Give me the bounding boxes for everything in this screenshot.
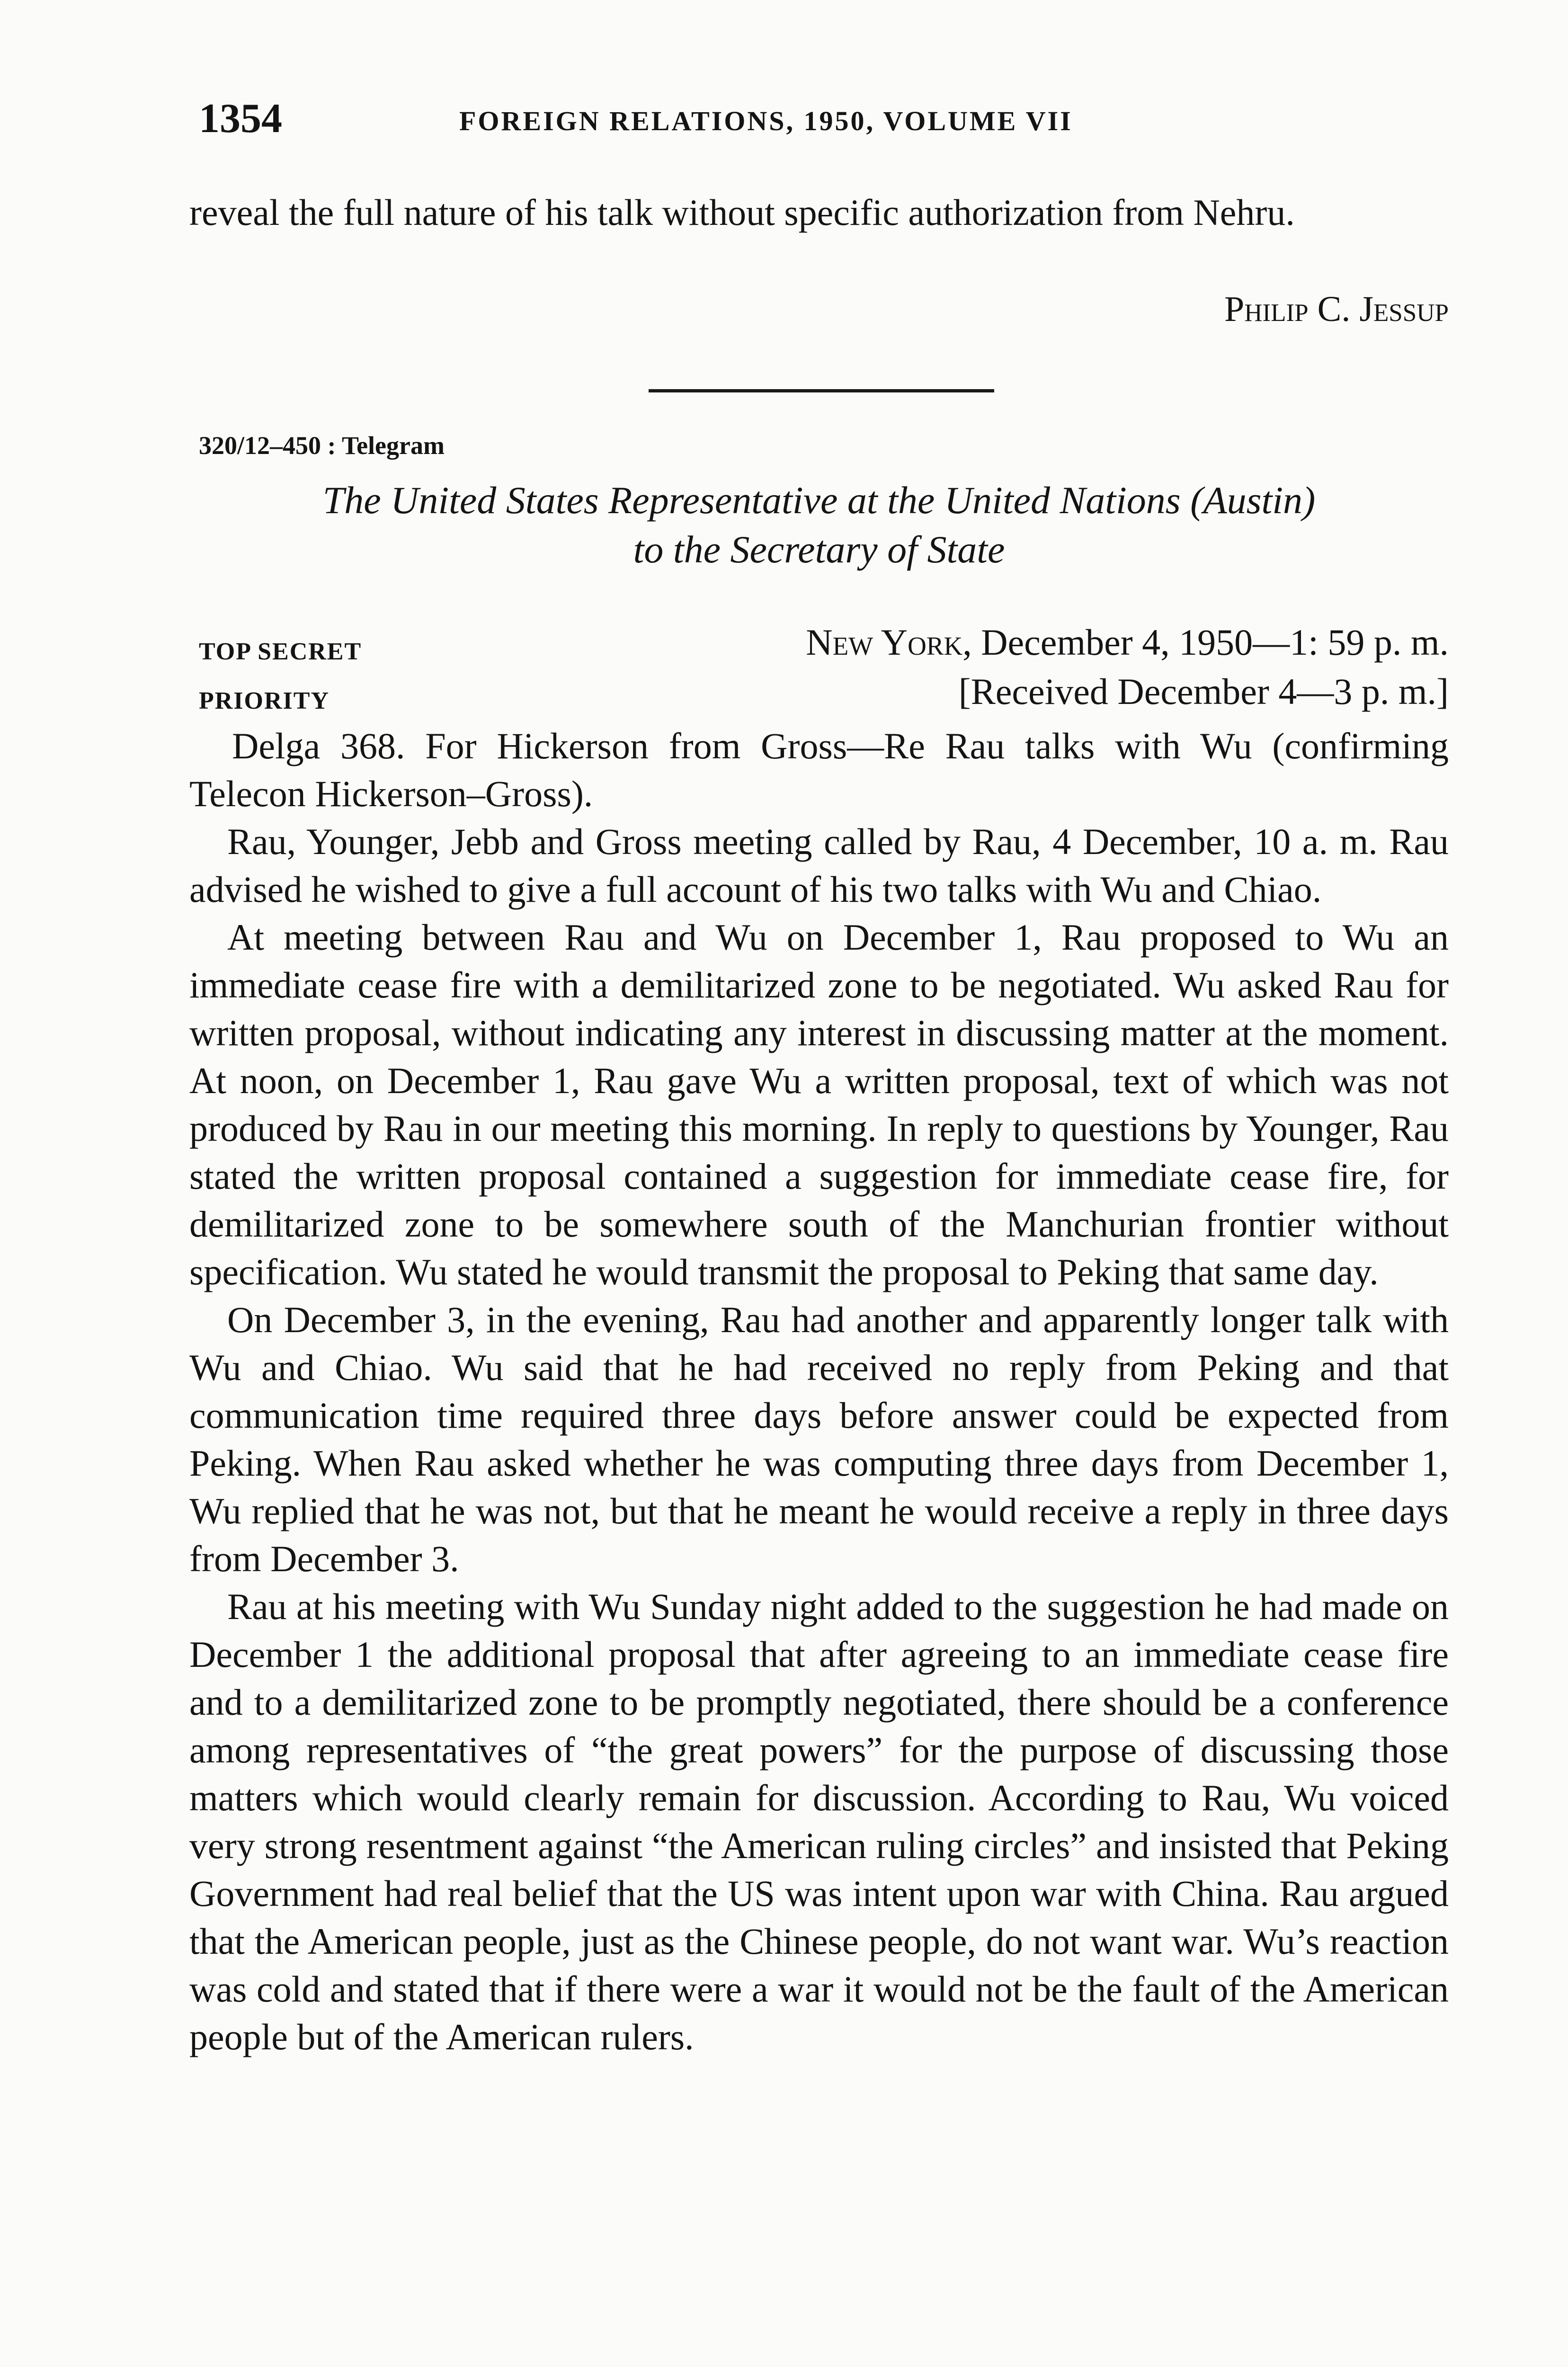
paragraph-5: Rau at his meeting with Wu Sunday night added to the suggestion he had made on December 1 the additional proposal that after agreeing to an immediate cease fire and to a demilitarized zone to be promptly negotiated, there should be a conference among representatives of “the great powers” for the purpose of discussing those matters which would clearly remain for discussion. According to Rau, Wu voiced very strong resentment against “the American ruling circles” and insisted that Peking Government had real belief that the US was intent upon war with China. Rau argued that the American people, just as the Chinese people, do not want war. Wu’s reaction was cold and stated that if there were a war it would not be the fault of the American people but of the American rulers. bbox=[189, 1586, 1449, 2057]
file-reference: 320/12–450 : Telegram bbox=[199, 431, 445, 460]
signature: Philip C. Jessup bbox=[1224, 289, 1449, 329]
received-note: [Received December 4—3 p. m.] bbox=[958, 671, 1449, 712]
section-divider bbox=[649, 389, 994, 392]
heading-line-2: to the Secretary of State bbox=[633, 528, 1005, 571]
document-page bbox=[189, 0, 1449, 2367]
paragraph-1: Delga 368. For Hickerson from Gross—Re Rau talks with Wu (confirming Telecon Hickerson–Gross). bbox=[189, 725, 1449, 814]
page-number: 1354 bbox=[199, 96, 282, 142]
paragraph-4: On December 3, in the evening, Rau had another and apparently longer talk with Wu and Chiao. Wu said that he had received no reply from Peking and that communication time required three days before answer could be expected from Peking. When Rau asked whether he was computing three days from December 1, Wu replied that he was not, but that he meant he would receive a reply in three days from December 3. bbox=[189, 1299, 1449, 1579]
dateline bbox=[806, 618, 1449, 667]
heading-line-1: The United States Representative at the United Nations (Austin) bbox=[322, 479, 1316, 522]
carryover-text: reveal the full nature of his talk without specific authorization from Nehru. bbox=[189, 192, 1295, 233]
paragraph-3: At meeting between Rau and Wu on December 1, Rau proposed to Wu an immediate cease fire with a demilitarized zone to be negotiated. Wu asked Rau for written proposal, without indicating any interest in discussing matter at the moment. At noon, on December 1, Rau gave Wu a written proposal, text of which was not produced by Rau in our meeting this morning. In reply to questions by Younger, Rau stated the written proposal contained a suggestion for immediate cease fire, for demilitarized zone to be somewhere south of the Manchurian frontier without specification. Wu stated he would transmit the proposal to Peking that same day. bbox=[189, 917, 1449, 1292]
precedence: PRIORITY bbox=[199, 687, 330, 714]
dateline-block bbox=[806, 618, 1449, 716]
dateline-place: New York bbox=[806, 622, 963, 663]
classification: TOP SECRET bbox=[199, 638, 362, 665]
paragraph-2: Rau, Younger, Jebb and Gross meeting called by Rau, 4 December, 10 a. m. Rau advised he wished to give a full account of his two talks with Wu and Chiao. bbox=[189, 821, 1449, 910]
page-header bbox=[189, 95, 1449, 151]
running-title: FOREIGN RELATIONS, 1950, VOLUME VII bbox=[459, 106, 1073, 136]
classification-block bbox=[199, 627, 362, 726]
dateline-date: , December 4, 1950—1: 59 p. m. bbox=[962, 622, 1449, 663]
telegram-body bbox=[189, 722, 1449, 2061]
document-heading bbox=[189, 476, 1449, 574]
